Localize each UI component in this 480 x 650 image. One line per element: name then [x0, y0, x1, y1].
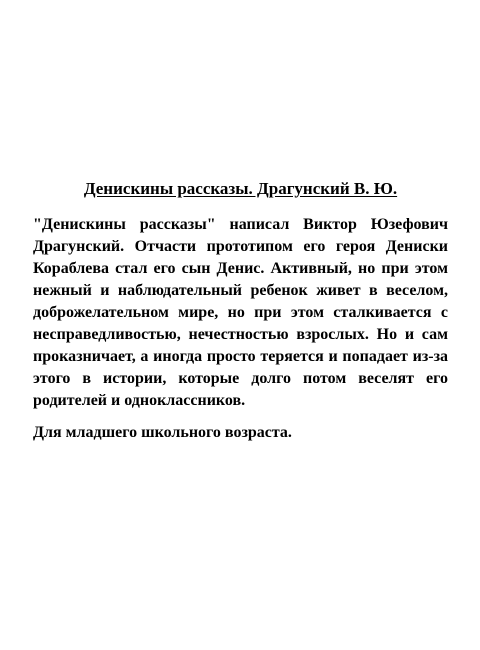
description-paragraph: "Денискины рассказы" написал Виктор Юзефович Драгунский. Отчасти прототипом его героя Дениски Кораблева стал его сын Денис. Активный, но при этом нежный и наблюдательный ребенок живет в веселом, доброжелательном мире, но при этом сталкивается с несправедливостью, нечестностью взрослых. Но и сам проказничает, а иногда просто теряется и попадает из-за этого в истории, которые долго потом веселят его родителей и одноклассников.: [33, 216, 448, 409]
age-note-paragraph: Для младшего школьного возраста.: [33, 424, 292, 441]
document-title: Денискины рассказы. Драгунский В. Ю.: [83, 179, 398, 198]
document-page: [33, 178, 448, 454]
